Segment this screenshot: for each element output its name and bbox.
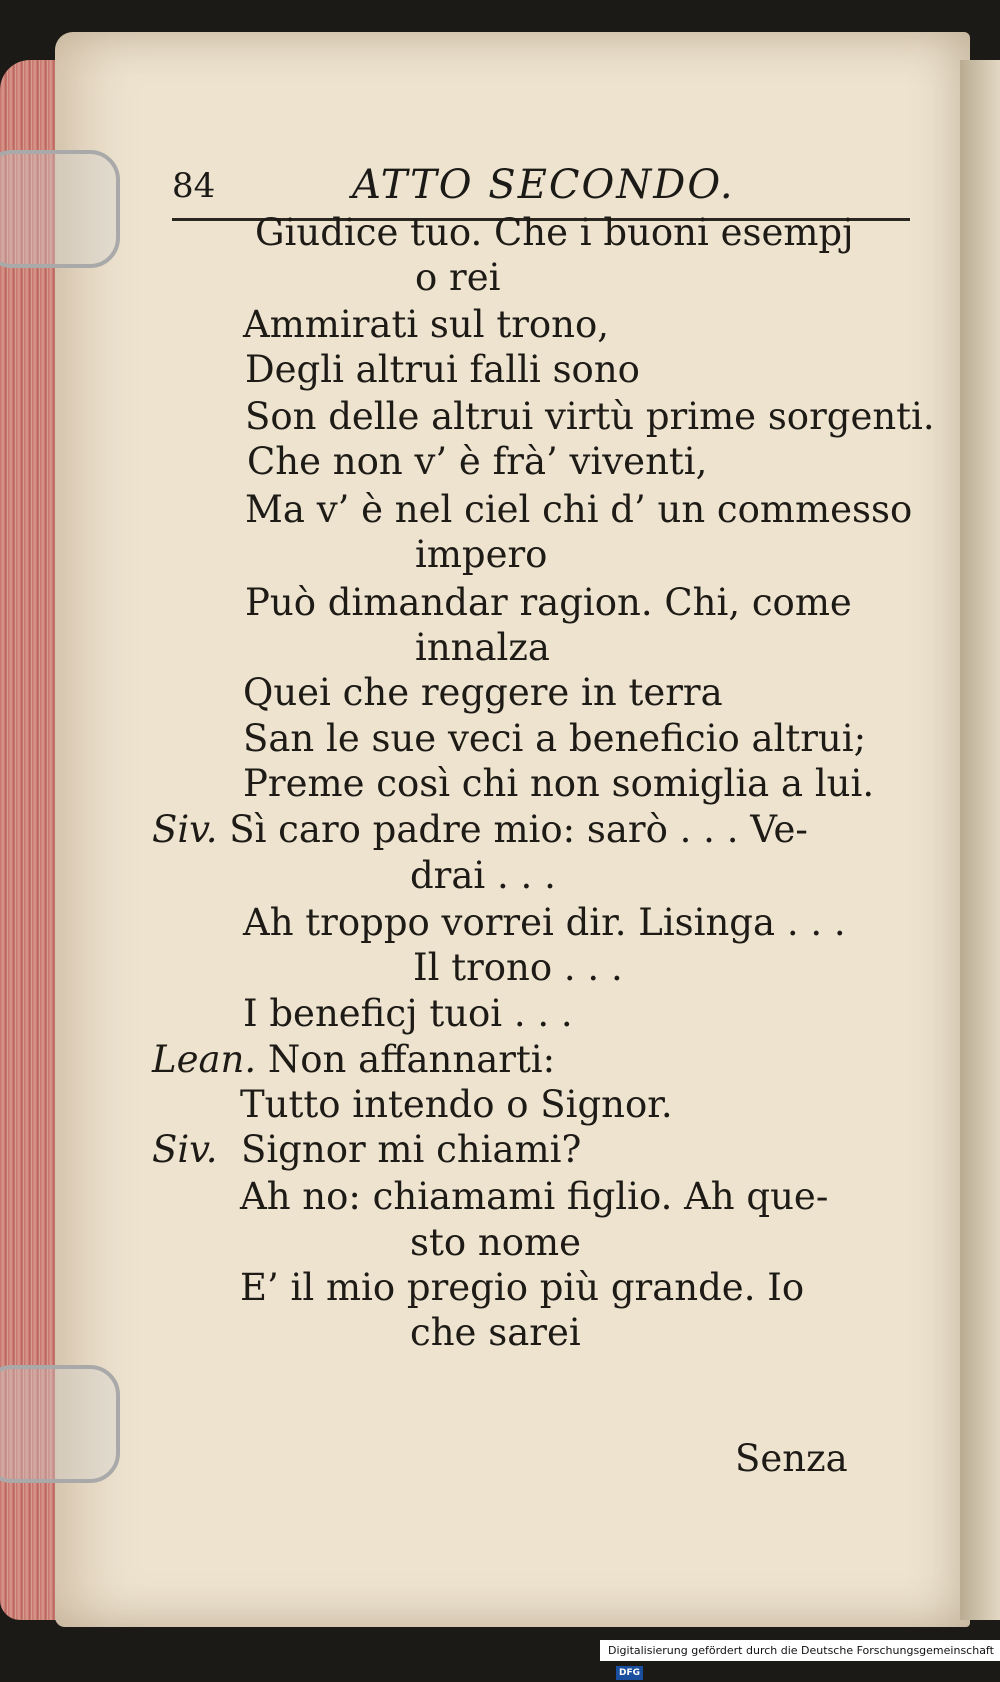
speaker-label: Siv. — [152, 808, 218, 851]
verse-line: Tutto intendo o Signor. — [240, 1083, 673, 1126]
verse-line: Che non v’ è frà’ viventi, — [247, 440, 708, 483]
page-number: 84 — [172, 166, 216, 206]
verse-line: impero — [415, 533, 548, 576]
dfg-logo: DFG — [616, 1666, 643, 1680]
verse-line: Preme così chi non somiglia a lui. — [243, 762, 875, 805]
verse-line: Siv. Sì caro padre mio: sarò . . . Ve- — [152, 808, 808, 851]
verse-line: Ah troppo vorrei dir. Lisinga . . . — [243, 901, 846, 944]
speaker-label: Lean. — [152, 1038, 257, 1081]
running-head: ATTO SECONDO. — [352, 162, 735, 208]
verse-line: Ammirati sul trono, — [243, 303, 610, 346]
catchword: Senza — [735, 1437, 848, 1480]
verse-line: Il trono . . . — [413, 946, 623, 989]
verse-line: I beneficj tuoi . . . — [243, 992, 573, 1035]
verse-line: Son delle altrui virtù prime sorgenti. — [245, 395, 935, 438]
speaker-label: Siv. — [152, 1128, 218, 1171]
verse-line: innalza — [415, 626, 550, 669]
verse-line: o rei — [415, 256, 501, 299]
verse-line: Quei che reggere in terra — [243, 671, 723, 714]
verse-line: Lean. Non affannarti: — [152, 1038, 556, 1081]
verse-line: San le sue veci a beneficio altrui; — [243, 717, 867, 760]
verse-line: Ma v’ è nel ciel chi d’ un commesso — [245, 488, 913, 531]
verse-line: Ah no: chiamami figlio. Ah que- — [240, 1175, 829, 1218]
verse-line: E’ il mio pregio più grande. Io — [240, 1266, 805, 1309]
verse-line: Giudice tuo. Che i buoni esempj — [255, 211, 854, 254]
verse-line: Siv. Signor mi chiami? — [152, 1128, 582, 1171]
verse-line: che sarei — [410, 1311, 581, 1354]
verse-line: Degli altrui falli sono — [245, 348, 640, 391]
digitization-credit — [600, 1640, 1000, 1678]
verse-line: drai . . . — [410, 854, 556, 897]
verse-line: Può dimandar ragion. Chi, come — [245, 581, 852, 624]
credit-text: Digitalisierung gefördert durch die Deutsche Forschungsgemeinschaft - — [608, 1644, 994, 1678]
verse-line: sto nome — [410, 1221, 581, 1264]
